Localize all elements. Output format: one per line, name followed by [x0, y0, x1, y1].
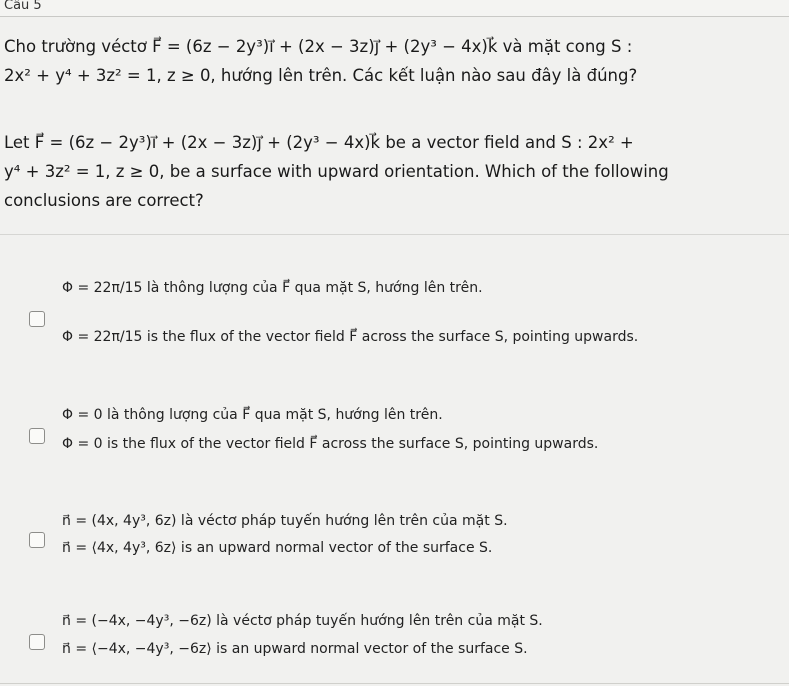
option-3-text-vi: n⃗ = (4x, 4y³, 6z) là véctơ pháp tuyến hướng lên trên của mặt S.	[62, 513, 508, 529]
option-2-checkbox[interactable]	[29, 428, 45, 444]
option-1-text-vi: Φ = 22π/15 là thông lượng của F⃗ qua mặt S, hướng lên trên.	[62, 280, 483, 296]
option-3-text-en: n⃗ = ⟨4x, 4y³, 6z⟩ is an upward normal vector of the surface S.	[62, 540, 493, 556]
option-3-checkbox[interactable]	[29, 532, 45, 548]
option-2-text-en: Φ = 0 is the flux of the vector field F⃗ across the surface S, pointing upwards.	[62, 436, 599, 452]
option-4-text-vi: n⃗ = (−4x, −4y³, −6z) là véctơ pháp tuyến hướng lên trên của mặt S.	[62, 613, 543, 629]
question-header	[0, 0, 789, 17]
option-4-checkbox[interactable]	[29, 634, 45, 650]
option-4-text-en: n⃗ = ⟨−4x, −4y³, −6z⟩ is an upward normal vector of the surface S.	[62, 641, 528, 657]
divider	[0, 234, 789, 235]
option-3[interactable]	[0, 497, 789, 587]
option-1[interactable]	[0, 255, 789, 345]
option-2[interactable]	[0, 390, 789, 480]
question-text-vietnamese: Cho trường véctơ F⃗ = (6z − 2y³)i⃗ + (2x − 3z)j⃗ + (2y³ − 4x)k⃗ và mặt cong S : 2x² + y⁴ + 3z² = 1, z ≥ 0, hướng lên trên. Các kết luận nào sau đây là đúng?	[4, 37, 638, 85]
option-2-text-vi: Φ = 0 là thông lượng của F⃗ qua mặt S, hướng lên trên.	[62, 407, 443, 423]
question-number: Câu 5	[4, 0, 42, 13]
question-text-english: Let F⃗ = (6z − 2y³)i⃗ + (2x − 3z)j⃗ + (2y³ − 4x)k⃗ be a vector field and S : 2x² + y⁴ + 3z² = 1, z ≥ 0, be a surface with upward orientation. Which of the following conclusions are correct?	[4, 133, 669, 210]
option-4[interactable]	[0, 596, 789, 686]
option-1-text-en: Φ = 22π/15 is the flux of the vector field F⃗ across the surface S, pointing upwards.	[62, 329, 639, 345]
option-1-checkbox[interactable]	[29, 311, 45, 327]
